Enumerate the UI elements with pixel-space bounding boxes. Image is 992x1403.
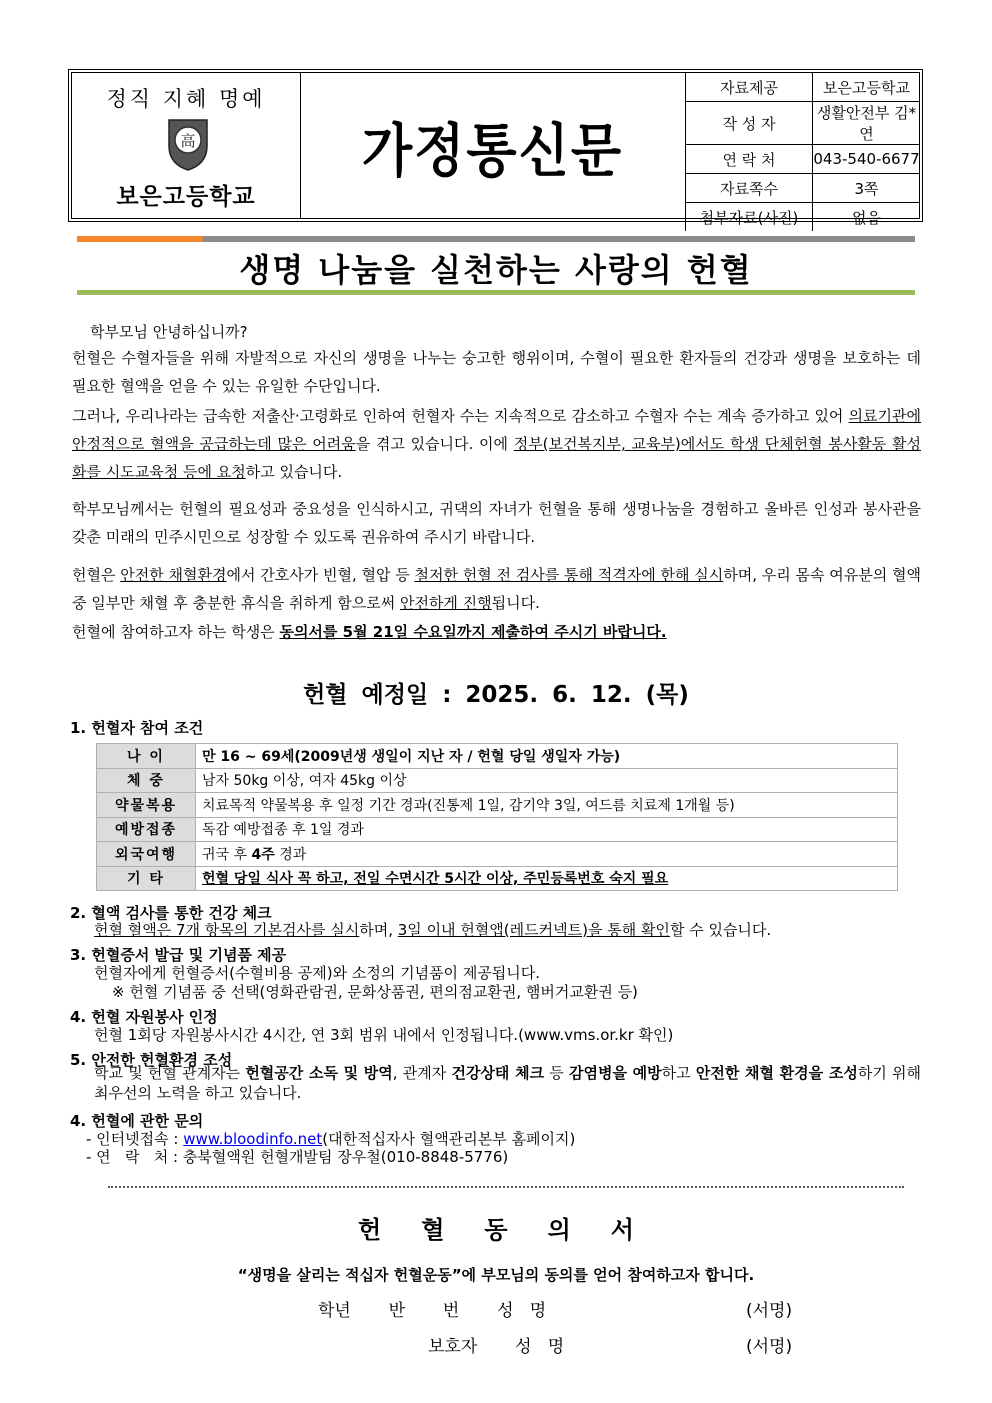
table-row <box>97 768 898 793</box>
info-row <box>686 145 921 174</box>
paragraph-4 <box>72 561 921 617</box>
section-5-title: 5. 안전한 헌혈환경 조성 <box>70 1051 233 1069</box>
condition-value: 헌혈 당일 식사 꼭 하고, 전일 수면시간 5시간 이상, 주민등록번호 숙지 필요 <box>196 866 898 891</box>
paragraph-2 <box>72 402 921 486</box>
underlined-text: 3일 이내 헌혈앱(레드커넥트)을 통해 확인 <box>397 921 670 939</box>
cut-line <box>108 1186 904 1188</box>
text-run: 할 수 있습니다. <box>669 921 772 939</box>
info-key: 첨부자료(사진) <box>686 203 813 232</box>
conditions-table <box>96 743 898 891</box>
title-top-bar <box>77 236 915 242</box>
condition-key: 약물복용 <box>97 793 196 818</box>
bold-text: 안전한 채혈 환경 <box>695 1064 809 1082</box>
bloodinfo-link[interactable]: www.bloodinfo.net <box>183 1130 323 1148</box>
condition-value: 독감 예방접종 후 1일 경과 <box>196 817 898 842</box>
info-value: 생활안전부 김*연 <box>813 102 921 145</box>
info-value: 보은고등학교 <box>813 73 921 102</box>
table-row <box>97 793 898 818</box>
info-table <box>685 73 920 231</box>
title-bottom-bar <box>77 290 915 295</box>
underlined-text: 철저한 헌혈 전 검사를 통해 적격자에 한해 실시 <box>414 566 724 584</box>
section-2-text <box>94 919 771 940</box>
condition-key: 나 이 <box>97 744 196 769</box>
student-sign-label: (서명) <box>746 1301 793 1321</box>
text-run: 헌혈은 <box>72 566 121 584</box>
condition-key: 외국여행 <box>97 842 196 867</box>
info-row <box>686 102 921 145</box>
text-run: 경과 <box>274 846 307 863</box>
bold-text: 헌혈공간 소독 및 방역 <box>245 1064 393 1082</box>
section-3-text: 헌혈자에게 헌혈증서(수혈비용 공제)와 소정의 기념품이 제공됩니다. <box>94 964 541 982</box>
school-block <box>72 73 301 218</box>
page-title: 생명 나눔을 실천하는 사랑의 헌혈 <box>239 251 753 289</box>
bold-text: 건강상태 체크 <box>451 1064 545 1082</box>
condition-value <box>196 842 898 867</box>
text-run: , 관계자 <box>392 1064 452 1082</box>
text-run: 됩니다. <box>491 594 540 612</box>
text-run: 그러나, 우리나라는 급속한 저출산·고령화로 인하여 헌혈자 수는 지속적으로 감소하고 수혈자 수는 계속 증가하고 있어 <box>72 407 849 425</box>
underlined-text: 안전하게 진행 <box>399 594 492 612</box>
info-key: 자료쪽수 <box>686 174 813 203</box>
text-run: 헌혈에 참여하고자 하는 학생은 <box>72 623 280 641</box>
text-run: 하기 위해 최우선의 노력을 하고 있습니다. <box>94 1064 922 1102</box>
consent-description: “생명을 살리는 적십자 헌혈운동”에 부모님의 동의를 얻어 참여하고자 합니다. <box>237 1266 755 1284</box>
info-row <box>686 203 921 232</box>
text-run: 하며, 우리 몸속 여유분의 혈액 중 일부만 채혈 후 충분한 휴식을 취하게 함으로써 <box>72 566 921 612</box>
school-emblem-icon <box>165 116 211 172</box>
condition-value: 남자 50kg 이상, 여자 45kg 이상 <box>196 768 898 793</box>
section-5-text <box>78 1063 921 1103</box>
section-6-title: 4. 헌혈에 관한 문의 <box>70 1112 204 1130</box>
letter-header <box>71 72 920 227</box>
table-row <box>97 866 898 891</box>
deadline-notice: 동의서를 5월 21일 수요일까지 제출하여 주시기 바랍니다. <box>279 623 667 641</box>
info-key: 연 락 처 <box>686 145 813 174</box>
greeting: 학부모님 안녕하십니까? <box>90 323 248 341</box>
underlined-text: 헌혈 혈액은 7개 항목의 기본검사를 실시 <box>94 921 360 939</box>
table-row <box>97 744 898 769</box>
school-motto: 정직 지혜 명예 <box>106 87 266 111</box>
table-row <box>97 817 898 842</box>
school-name: 보은고등학교 <box>116 184 256 210</box>
condition-value: 만 16 ~ 69세(2009년생 생일이 지난 자 / 헌혈 당일 생일자 가능) <box>196 744 898 769</box>
paragraph-1: 헌혈은 수혈자들을 위해 자발적으로 자신의 생명을 나누는 숭고한 행위이며, 수혈이 필요한 환자들의 건강과 생명을 보호하는 데 필요한 혈액을 얻을 수 있는 유일한 수단입니다. <box>72 349 921 395</box>
consent-title: 헌혈동의서 <box>358 1216 674 1244</box>
section-2-title: 2. 혈액 검사를 통한 건강 체크 <box>70 904 272 922</box>
section-3-note: ※ 헌혈 기념품 중 선택(영화관람권, 문화상품권, 편의점교환권, 햄버거교환권 등) <box>112 983 638 1001</box>
info-value: 043-540-6677 <box>813 145 921 174</box>
section-4-text: 헌혈 1회당 자원봉사시간 4시간, 연 3회 범위 내에서 인정됩니다.(www.vms.or.kr 확인) <box>94 1026 674 1044</box>
inquiry-contact: - 연 락 처 : 충북혈액원 헌혈개발팀 장우철(010-8848-5776) <box>86 1148 509 1166</box>
paragraph-3: 학부모님께서는 헌혈의 필요성과 중요성을 인식하시고, 귀댁의 자녀가 헌혈을 통해 생명나눔을 경험하고 올바른 인성과 봉사관을 갖춘 미래의 민주시민으로 성장할 수 있도록 권유하여 주시기 바랍니다. <box>72 500 921 546</box>
text-run: 하고 있습니다. <box>245 463 343 481</box>
section-3-title: 3. 헌혈증서 발급 및 기념품 제공 <box>70 946 287 964</box>
text-run: 학교 및 헌혈 관계자는 <box>94 1064 246 1082</box>
section-1-title: 1. 헌혈자 참여 조건 <box>70 719 204 737</box>
letter-type-title: 가정통신문 <box>361 118 624 185</box>
condition-key: 기 타 <box>97 866 196 891</box>
info-row <box>686 174 921 203</box>
underlined-text: 의료기관에 안정적으로 혈액을 공급하는데 많은 어려움 <box>72 407 921 453</box>
text-run: 귀국 후 <box>202 846 252 863</box>
info-key: 자료제공 <box>686 73 813 102</box>
bold-text: 을 조성 <box>808 1064 858 1082</box>
info-key: 작 성 자 <box>686 102 813 145</box>
text-run: 하고 <box>661 1064 696 1082</box>
donation-date: 헌혈 예정일 : 2025. 6. 12. (목) <box>303 682 689 708</box>
guardian-sign-label: (서명) <box>746 1337 793 1357</box>
info-value: 3쪽 <box>813 174 921 203</box>
underlined-text: 정부(보건복지부, 교육부)에서도 학생 단체헌혈 봉사활동 활성화를 시도교육청 등에 요청 <box>72 435 921 481</box>
condition-key: 체 중 <box>97 768 196 793</box>
table-row <box>97 842 898 867</box>
info-value: 없음 <box>852 208 881 227</box>
section-4-title: 4. 헌혈 자원봉사 인정 <box>70 1008 218 1026</box>
student-name-row: 학년 반 번 성 명 <box>318 1301 547 1321</box>
text-run: 하며, <box>359 921 398 939</box>
bold-text: 감염병을 예방 <box>569 1064 662 1082</box>
text-run: - 인터넷접속 : <box>86 1130 184 1148</box>
text-run: 에서 간호사가 빈혈, 혈압 등 <box>226 566 415 584</box>
condition-key: 예방접종 <box>97 817 196 842</box>
guardian-name-row: 보호자 성 명 <box>428 1337 565 1357</box>
text-run: (대한적십자사 혈액관리본부 홈페이지) <box>322 1130 576 1148</box>
text-run: 등 <box>544 1064 570 1082</box>
condition-value: 치료목적 약물복용 후 일정 기간 경과(진통제 1일, 감기약 3일, 여드름 치료제 1개월 등) <box>196 793 898 818</box>
paragraph-5 <box>72 618 921 646</box>
bold-text: 4주 <box>251 846 275 863</box>
underlined-text: 안전한 채혈환경 <box>120 566 227 584</box>
svg-text:高: 高 <box>180 132 196 150</box>
text-run: 을 겪고 있습니다. 이에 <box>355 435 514 453</box>
info-row <box>686 73 921 102</box>
